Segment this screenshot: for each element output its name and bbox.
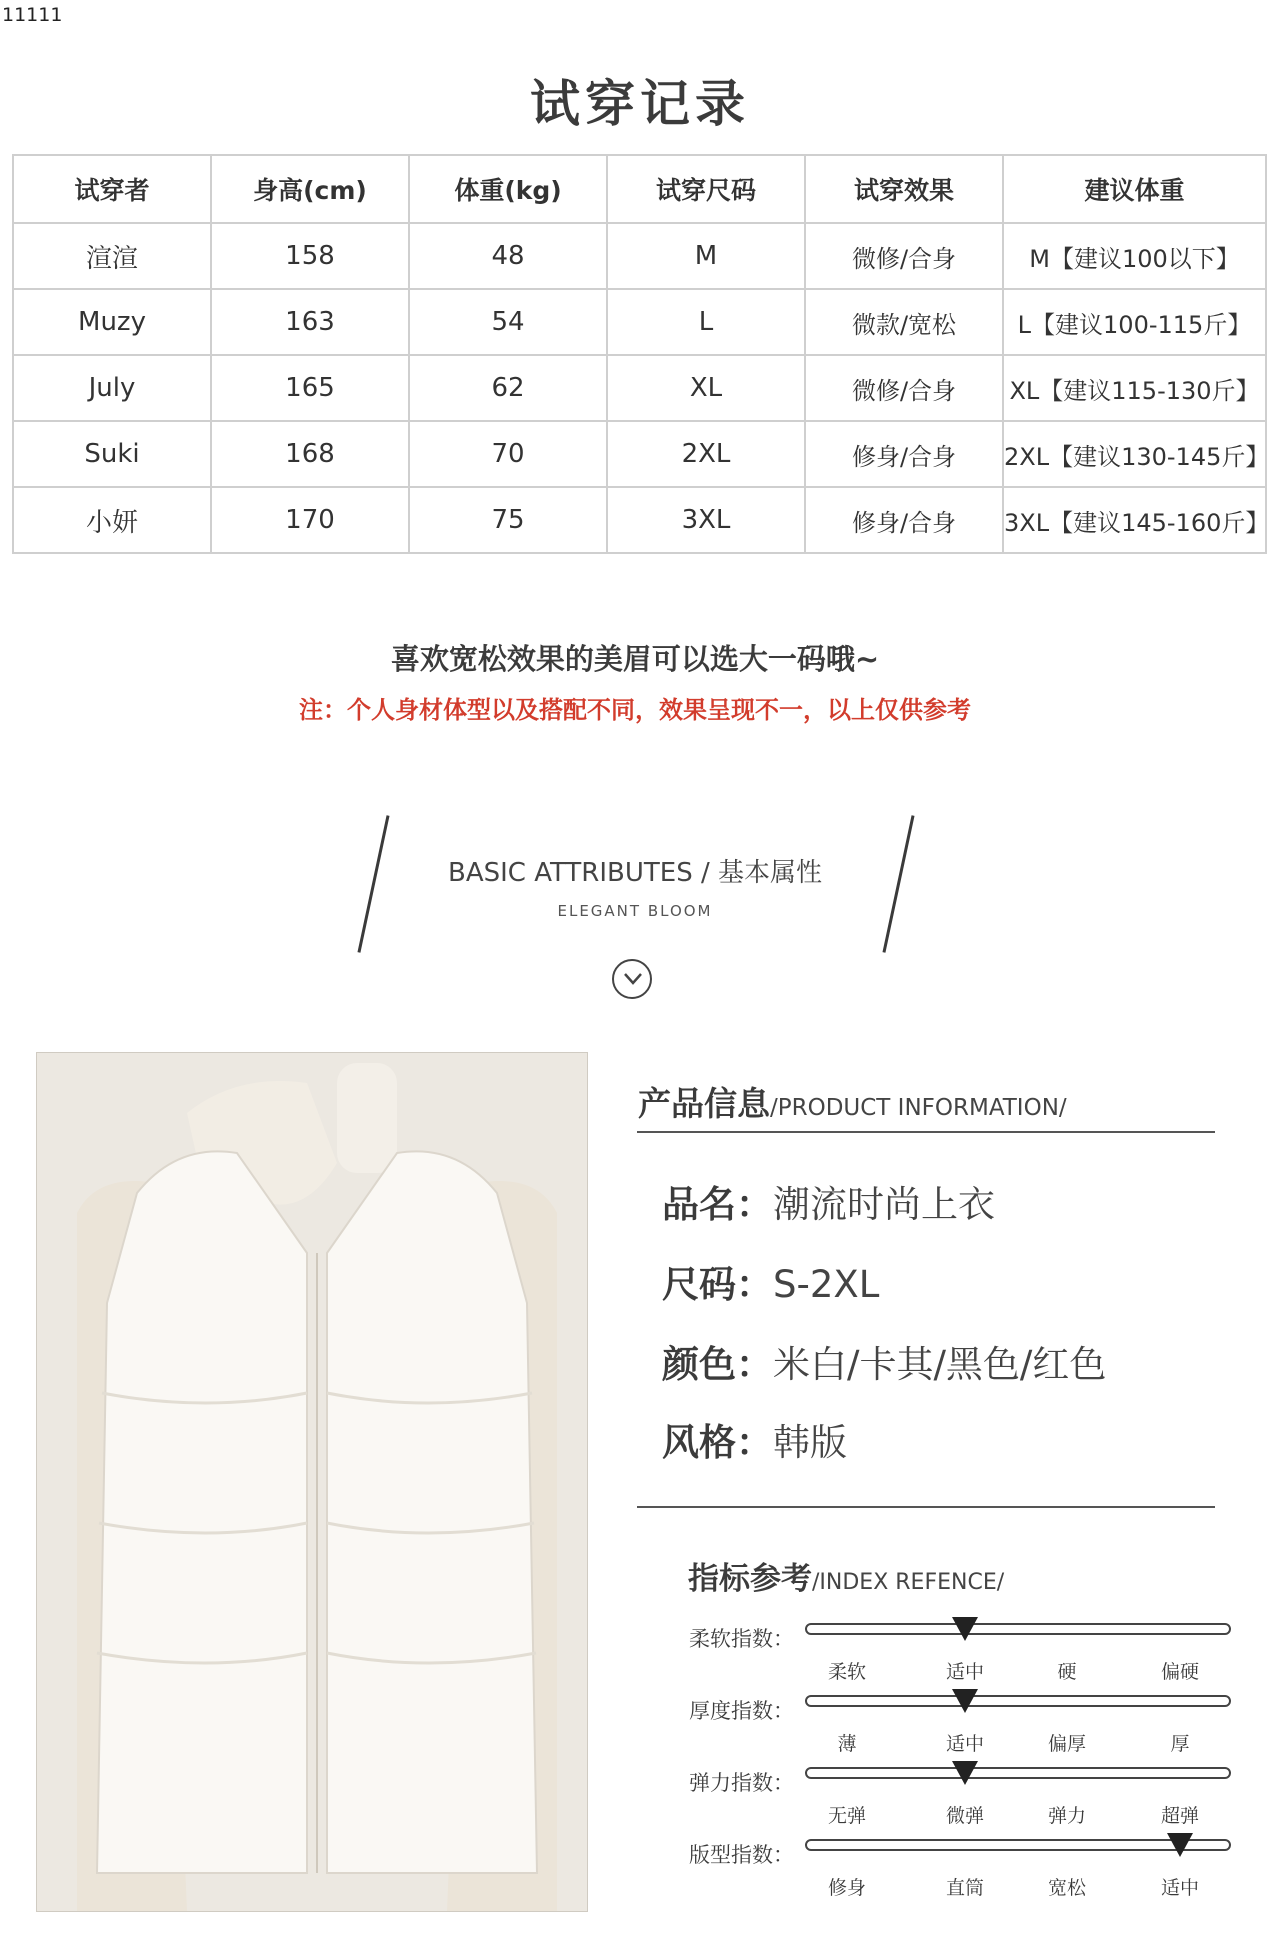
size-tip: 喜欢宽松效果的美眉可以选大一码哦~ <box>390 642 880 676</box>
table-cell: 修身/合身 <box>805 421 1003 487</box>
table-cell: 48 <box>409 223 607 289</box>
elasticity-tick: 弹力 <box>1047 1805 1086 1827</box>
product-info-heading-cn: 产品信息 <box>638 1084 770 1123</box>
elasticity-index-label: 弹力指数： <box>689 1771 794 1795</box>
column-header: 试穿者 <box>13 155 211 223</box>
thickness-index-marker <box>952 1689 978 1713</box>
table-cell: 163 <box>211 289 409 355</box>
product-style-key: 风格： <box>662 1421 773 1464</box>
fit-index-label: 版型指数： <box>689 1843 794 1867</box>
thickness-tick: 厚 <box>1170 1733 1190 1755</box>
thickness-tick: 薄 <box>837 1733 857 1755</box>
product-size-value: S-2XL <box>773 1263 880 1306</box>
table-cell: 168 <box>211 421 409 487</box>
softness-index-bar <box>805 1623 1231 1635</box>
table-cell: 渲渲 <box>13 223 211 289</box>
column-header: 建议体重 <box>1003 155 1266 223</box>
softness-index-marker <box>952 1617 978 1641</box>
table-cell: 170 <box>211 487 409 553</box>
softness-tick: 柔软 <box>827 1661 866 1683</box>
table-row <box>13 421 1266 487</box>
thickness-tick: 适中 <box>945 1733 984 1755</box>
index-heading-en: /INDEX REFENCE/ <box>812 1570 1005 1595</box>
elasticity-tick: 无弹 <box>827 1805 866 1827</box>
table-header-row <box>13 155 1266 223</box>
product-name-key: 品名： <box>662 1183 773 1226</box>
product-style-row <box>662 1412 847 1466</box>
basic-attributes-subtitle: ELEGANT BLOOM <box>557 902 713 920</box>
table-cell: L【建议100-115斤】 <box>1003 289 1266 355</box>
table-cell: 微款/宽松 <box>805 289 1003 355</box>
table-cell: 修身/合身 <box>805 487 1003 553</box>
table-cell: 微修/合身 <box>805 223 1003 289</box>
index-heading-cn: 指标参考 <box>688 1561 812 1597</box>
table-cell: 158 <box>211 223 409 289</box>
table-cell: 75 <box>409 487 607 553</box>
elasticity-index-marker <box>952 1761 978 1785</box>
softness-index-label: 柔软指数： <box>689 1627 794 1651</box>
divider <box>637 1506 1215 1508</box>
product-size-row <box>662 1254 879 1308</box>
table-cell: 165 <box>211 355 409 421</box>
column-header: 体重(kg) <box>409 155 607 223</box>
product-photo <box>36 1052 588 1912</box>
thickness-index-bar <box>805 1695 1231 1707</box>
table-cell: Muzy <box>13 289 211 355</box>
basic-attributes-title: BASIC ATTRIBUTES / 基本属性 <box>448 858 822 888</box>
corner-text: 11111 <box>2 4 63 26</box>
fit-tick: 直筒 <box>945 1877 984 1899</box>
table-cell: M【建议100以下】 <box>1003 223 1266 289</box>
divider <box>637 1131 1215 1133</box>
fitting-record-table <box>12 154 1270 554</box>
disclaimer-note: 注：个人身材体型以及搭配不同，效果呈现不一，以上仅供参考 <box>299 696 971 724</box>
column-header: 身高(cm) <box>211 155 409 223</box>
product-name-value: 潮流时尚上衣 <box>773 1183 995 1226</box>
product-info-heading-en: /PRODUCT INFORMATION/ <box>770 1095 1067 1121</box>
softness-tick: 偏硬 <box>1160 1661 1199 1683</box>
thickness-tick: 偏厚 <box>1047 1733 1086 1755</box>
table-cell: XL【建议115-130斤】 <box>1003 355 1266 421</box>
fit-tick: 修身 <box>827 1877 866 1899</box>
product-size-key: 尺码： <box>662 1263 773 1306</box>
table-cell: 62 <box>409 355 607 421</box>
column-header: 试穿效果 <box>805 155 1003 223</box>
product-color-value: 米白/卡其/黑色/红色 <box>773 1343 1107 1386</box>
table-cell: July <box>13 355 211 421</box>
product-color-key: 颜色： <box>662 1343 773 1386</box>
softness-tick: 硬 <box>1057 1661 1077 1683</box>
table-cell: M <box>607 223 805 289</box>
table-row <box>13 487 1266 553</box>
table-cell: Suki <box>13 421 211 487</box>
product-info-heading <box>638 1078 1067 1125</box>
product-style-value: 韩版 <box>773 1421 847 1464</box>
fit-tick: 适中 <box>1160 1877 1199 1899</box>
fit-tick: 宽松 <box>1047 1877 1086 1899</box>
chevron-down-icon <box>612 959 652 999</box>
page-title: 试穿记录 <box>530 75 750 133</box>
table-cell: 3XL【建议145-160斤】 <box>1003 487 1266 553</box>
table-cell: 小妍 <box>13 487 211 553</box>
elasticity-tick: 超弹 <box>1160 1805 1199 1827</box>
table-cell: L <box>607 289 805 355</box>
table-row <box>13 223 1266 289</box>
fit-index-marker <box>1167 1833 1193 1857</box>
index-reference-heading <box>688 1553 1004 1598</box>
table-cell: XL <box>607 355 805 421</box>
table-cell: 3XL <box>607 487 805 553</box>
product-name-row <box>662 1174 995 1228</box>
elasticity-tick: 微弹 <box>945 1805 984 1827</box>
product-color-row <box>662 1334 1106 1388</box>
elasticity-index-bar <box>805 1767 1231 1779</box>
table-cell: 2XL【建议130-145斤】 <box>1003 421 1266 487</box>
column-header: 试穿尺码 <box>607 155 805 223</box>
softness-tick: 适中 <box>945 1661 984 1683</box>
vest-illustration <box>37 1053 587 1911</box>
table-cell: 70 <box>409 421 607 487</box>
table-row <box>13 355 1266 421</box>
table-cell: 2XL <box>607 421 805 487</box>
table-row <box>13 289 1266 355</box>
thickness-index-label: 厚度指数： <box>689 1699 794 1723</box>
table-cell: 微修/合身 <box>805 355 1003 421</box>
table-cell: 54 <box>409 289 607 355</box>
